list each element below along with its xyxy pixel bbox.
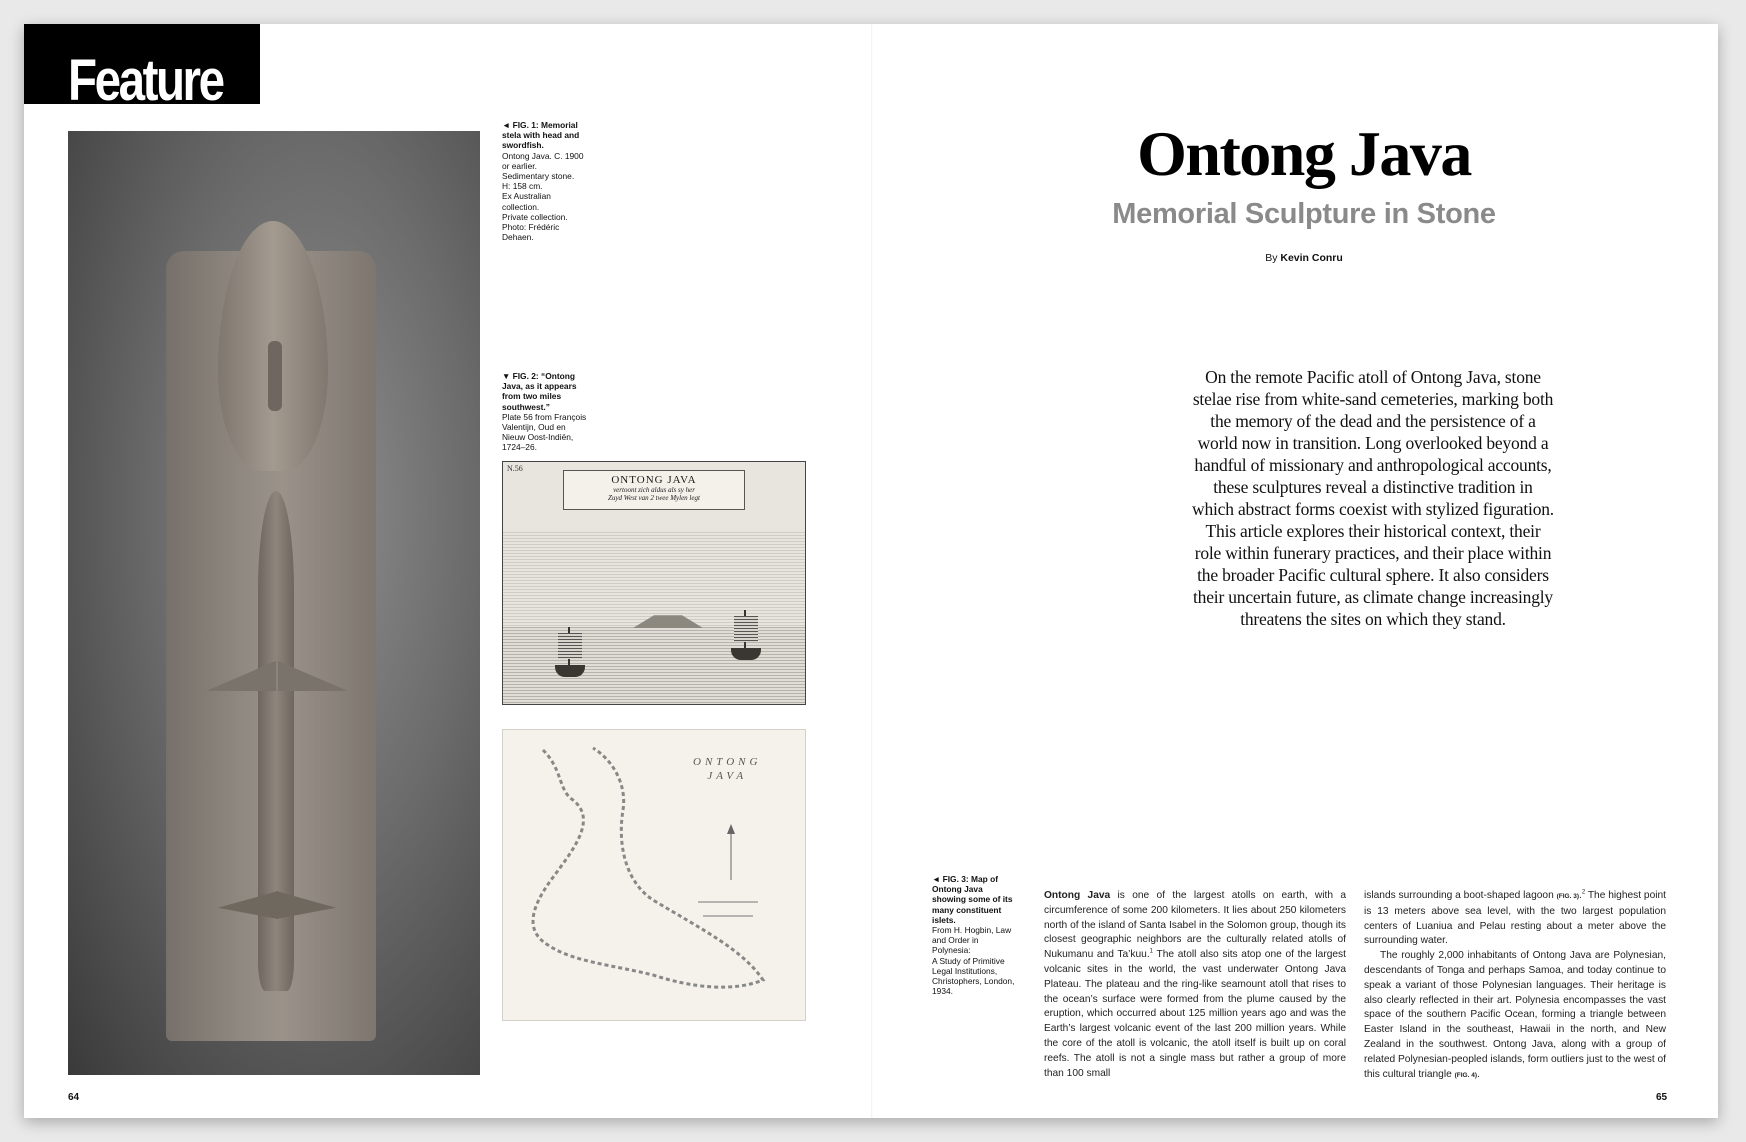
- footnote-ref: 1: [1149, 948, 1154, 955]
- body-text: is one of the largest atolls on earth, with a circumference of some 200 kilometers. It lies about 250 kilometers north of the island of Santa Isabel in the Solomon group, though its closest geographic neighbors are the culturally related atolls of Nukumanu and Ta’kuu.: [1044, 890, 1347, 961]
- figure-ref: (FIG. 3): [1556, 893, 1579, 900]
- figure-ref: (FIG. 4): [1454, 1071, 1477, 1079]
- engraving-banner: [563, 470, 745, 510]
- engraving-image: [502, 461, 806, 705]
- article-subtitle: Memorial Sculpture in Stone: [1112, 198, 1496, 230]
- byline-prefix: By: [1265, 252, 1278, 264]
- caption-fig3-line: From H. Hogbin, Law: [932, 925, 1012, 936]
- map-label-line: JAVA: [707, 770, 748, 782]
- stela-photo: [68, 131, 480, 1075]
- caption-fig2: [502, 371, 588, 453]
- caption-fig1-line: H: 158 cm.: [502, 181, 543, 192]
- body-paragraph: islands surrounding a boot-shaped lagoon (FIG. 3).$^2$ The highest point is 13 meters above sea level, with the two largest population centers of Luaniua and Pelau resting about a meter above the surrounding water.: [1364, 889, 1667, 947]
- byline: [1024, 252, 1584, 264]
- author-name: Kevin Conru: [1280, 252, 1343, 264]
- body-text: islands surrounding a boot-shaped lagoon: [1364, 890, 1557, 901]
- body-text: The atoll also sits atop one of the largest volcanic sites in the world, the vast underwater Ontong Java Plateau. The plateau and the ring-like seamount atoll that rises to the ocean’s surface were formed from the plume caused by the eruption, which occurred about 125 million years ago and was the Earth’s largest volcanic event of the last 200 million years. While the core of the atoll is volcanic, the atoll itself is built up on coral reefs. The atoll is not a single mass but rather a group of more than 100 small: [1044, 949, 1346, 1079]
- stela-nose: [268, 341, 282, 411]
- page-number-left: 64: [68, 1092, 80, 1103]
- ship-icon: [731, 610, 761, 662]
- caption-fig2-line: Plate 56 from François: [502, 411, 587, 422]
- atoll-map: [502, 729, 806, 1021]
- body-text: .: [1477, 1068, 1480, 1080]
- map-label-line: ONTONG: [693, 756, 762, 768]
- article-title: Ontong Java: [1137, 118, 1471, 189]
- engraving-plate-number: N.56: [507, 464, 523, 473]
- engraving-banner-sub: vertoont zich aldus als sy her: [613, 486, 695, 494]
- caption-fig1-line: Private collection.: [502, 211, 568, 222]
- footnote-ref: 2: [1581, 889, 1586, 896]
- section-label: Feature: [68, 48, 223, 113]
- caption-fig1-title: ◄ FIG. 1: Memorial stela with head and swordfish.: [502, 120, 580, 151]
- body-column-1: [1044, 889, 1346, 1081]
- article-intro: On the remote Pacific atoll of Ontong Java, stone stelae rise from white-sand cemeteries, marking both the memory of the dead and the persistence of a world now in transition. Long overlooked beyond a handful of missionary and anthropological accounts, these sculptures reveal a distinctive tradition in which abstract forms coexist with stylized figuration. This article explores their historical context, their role within funerary practices, and their place within the broader Pacific cultural sphere. It also considers their uncertain future, as climate change increasingly threatens the sites on which they stand.: [1192, 367, 1554, 629]
- caption-fig3-line: A Study of Primitive: [932, 955, 1005, 966]
- caption-fig2-line: Nieuw Oost-Indiën,: [502, 432, 574, 443]
- caption-fig1-line: or earlier.: [502, 160, 537, 171]
- body-paragraph: [1364, 949, 1666, 1083]
- caption-fig3-line: and Order in Polynesia:: [932, 935, 979, 956]
- caption-fig3: [932, 874, 1016, 996]
- caption-fig2-line: Valentijn, Oud en: [502, 422, 566, 433]
- body-column-2: [1364, 889, 1666, 1083]
- lead-in: Ontong Java: [1044, 890, 1111, 901]
- map-label: [693, 755, 761, 783]
- engraving-banner-sub: Zuyd West van 2 twee Mylen legt: [608, 494, 700, 502]
- caption-fig1-line: Ex Australian: [502, 191, 551, 202]
- caption-fig3-line: Christophers, London,: [932, 976, 1015, 987]
- engraving-banner-title: ONTONG JAVA: [611, 474, 697, 486]
- caption-fig1-line: Photo: Frédéric: [502, 222, 560, 233]
- page-number-right: 65: [1656, 1092, 1668, 1103]
- caption-fig1-line: Dehaen.: [502, 232, 534, 243]
- caption-fig1-line: Ontong Java. C. 1900: [502, 150, 584, 161]
- magazine-spread: [24, 24, 1718, 1118]
- caption-fig2-title: ▼ FIG. 2: “Ontong Java, as it appears from two miles southwest.”: [502, 371, 577, 412]
- caption-fig3-line: 1934.: [932, 986, 953, 997]
- ship-icon: [555, 627, 585, 679]
- caption-fig2-line: 1724–26.: [502, 442, 537, 453]
- body-paragraph: [1044, 889, 1346, 1081]
- page-gutter: [871, 24, 873, 1118]
- caption-fig1: [502, 120, 584, 242]
- caption-fig3-line: Legal Institutions,: [932, 965, 998, 976]
- body-text: The highest point is 13 meters above sea level, with the two largest population centers of Luaniua and Pelau resting about a meter above the surrounding water.: [1364, 890, 1667, 947]
- caption-fig1-line: collection.: [502, 201, 540, 212]
- caption-fig3-title: ◄ FIG. 3: Map of Ontong Java showing some of its many constituent islets.: [932, 874, 1013, 925]
- caption-fig1-line: Sedimentary stone.: [502, 171, 575, 182]
- body-text: The roughly 2,000 inhabitants of Ontong Java are Polynesian, descendants of Tonga and perhaps Samoa, and today continue to speak a variant of those Polynesian languages. Their heritage is also clearly reflected in their art. Polynesia encompasses the vast space of the southern Pacific Ocean, forming a triangle between Easter Island in the southeast, Hawaii in the north, and New Zealand in the southwest. Ontong Java, along with a group of related Polynesian-peopled islands, form outliers just to the west of this cultural triangle: [1364, 950, 1666, 1080]
